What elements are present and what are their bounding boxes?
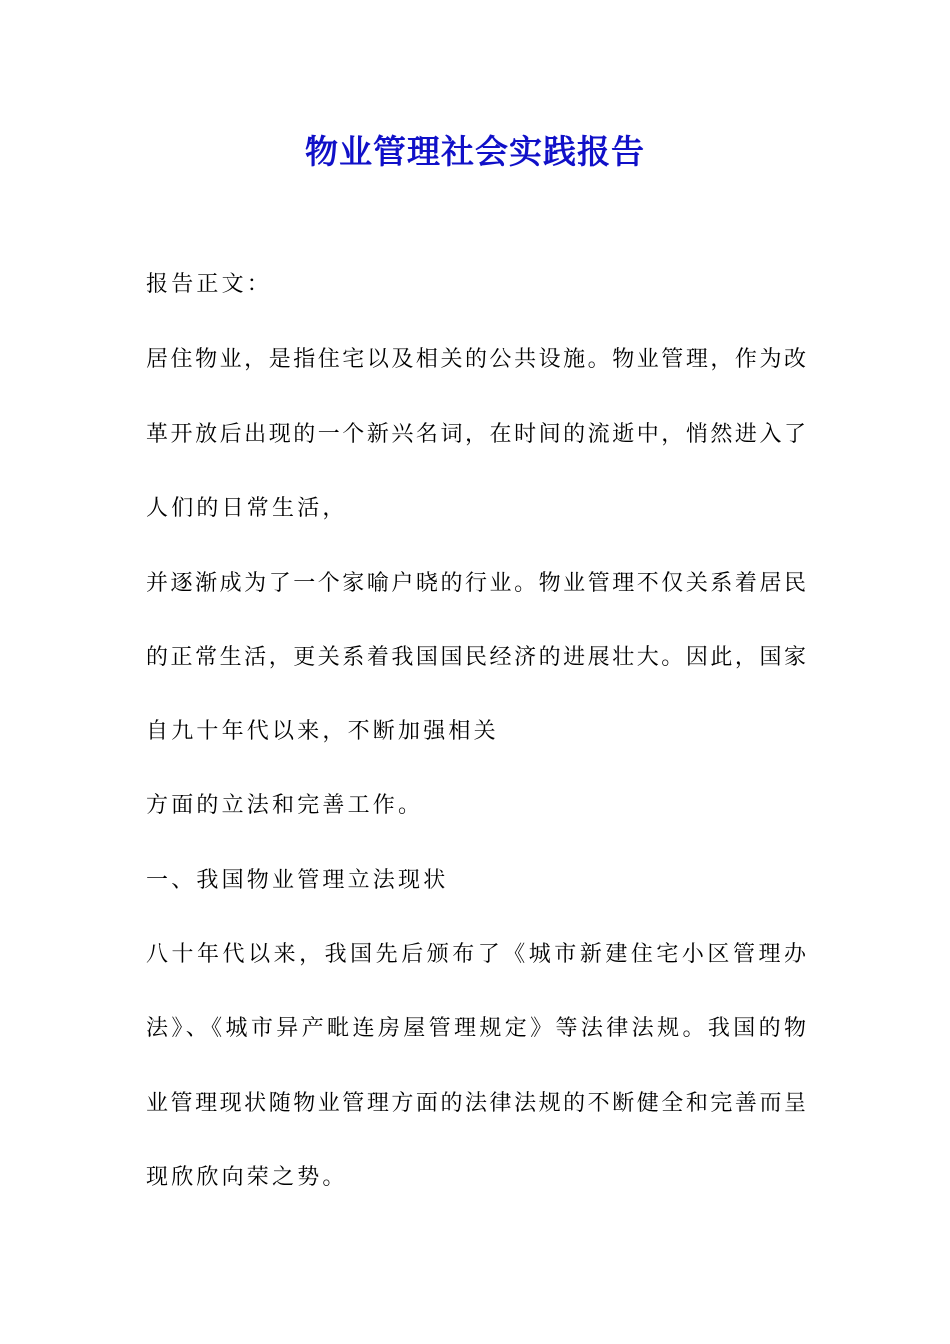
paragraph-line: 人们的日常生活， <box>146 496 348 521</box>
paragraph-line: 革开放后出现的一个新兴名词，在时间的流逝中，悄然进入了 <box>146 422 806 447</box>
paragraph-line: 并逐渐成为了一个家喻户晓的行业。物业管理不仅关系着居民 <box>146 571 806 596</box>
paragraph-line: 现欣欣向荣之势。 <box>146 1165 348 1190</box>
paragraph-line: 居住物业，是指住宅以及相关的公共设施。物业管理，作为改 <box>146 347 806 372</box>
paragraph-line: 业管理现状随物业管理方面的法律法规的不断健全和完善而呈 <box>146 1091 806 1116</box>
paragraph-line: 法》、《城市异产毗连房屋管理规定》等法律法规。我国的物 <box>146 1016 806 1041</box>
document-title: 物业管理社会实践报告 <box>305 132 645 171</box>
section-heading: 一、我国物业管理立法现状 <box>146 868 449 893</box>
paragraph-line: 八十年代以来，我国先后颁布了《城市新建住宅小区管理办 <box>146 942 806 967</box>
paragraph-line: 自九十年代以来，不断加强相关 <box>146 719 499 744</box>
paragraph-line: 的正常生活，更关系着我国国民经济的进展壮大。因此，国家 <box>146 645 806 670</box>
section-label: 报告正文： <box>146 272 273 297</box>
paragraph-line: 方面的立法和完善工作。 <box>146 793 424 818</box>
